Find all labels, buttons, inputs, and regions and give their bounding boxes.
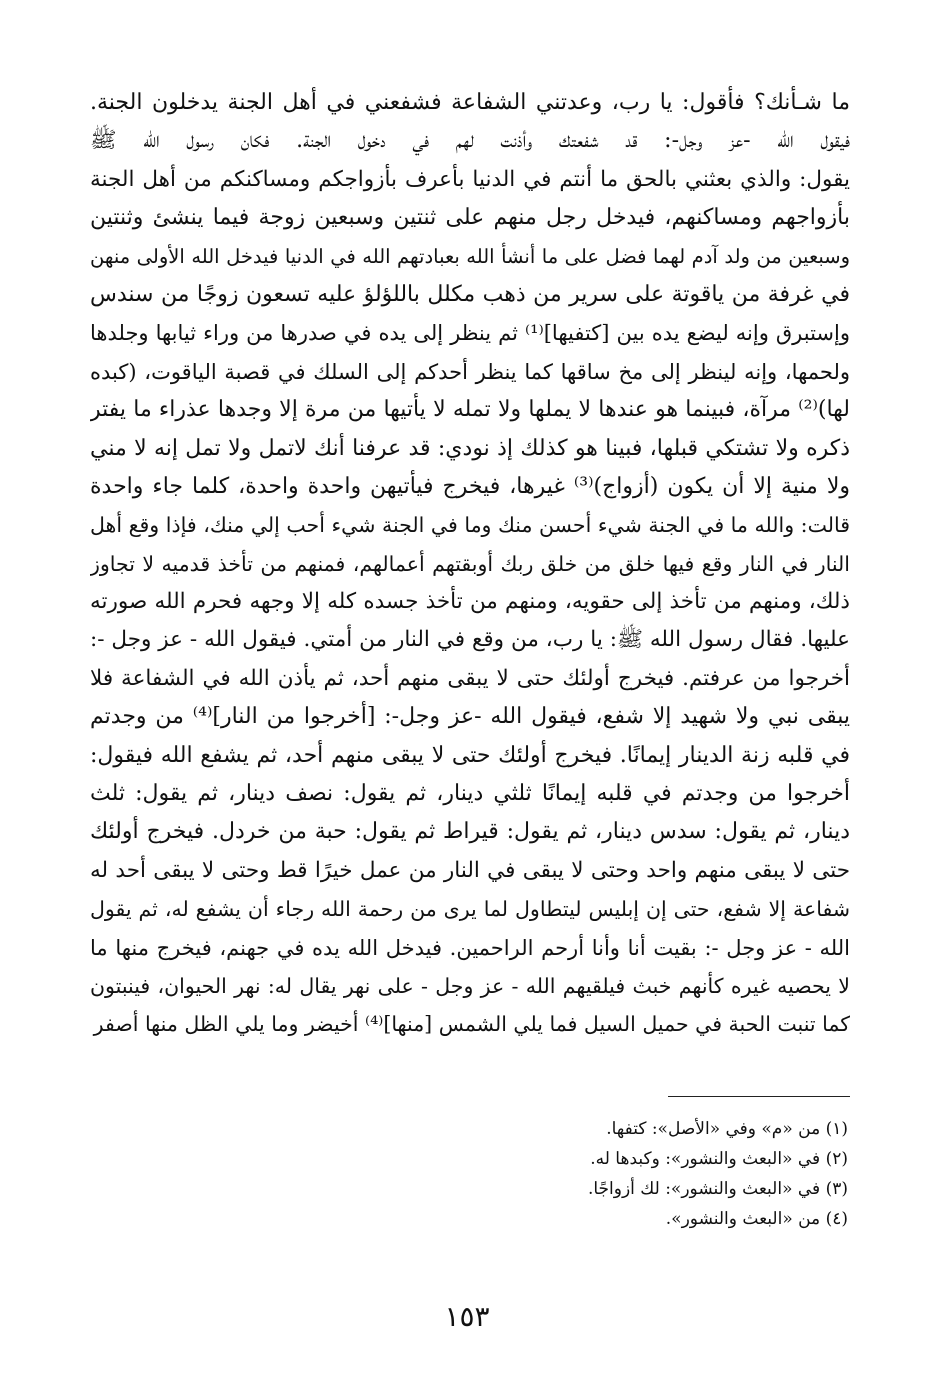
text-line: بأزواجهم ومساكنهم، فيدخل رجل منهم على ثنتين وسبعين زوجة فيما ينشئ وثنتين [90, 205, 850, 231]
main-text [90, 84, 850, 1044]
text-line: أخرجوا من وجدتم في قلبه إيمانًا ثلثي دينار، ثم يقول: نصف دينار، ثم يقول: ثلث [90, 781, 850, 807]
text-line: في غرفة من ياقوتة على سرير من ذهب مكلل باللؤلؤ عليه تسعون زوجًا من سندس [90, 281, 850, 307]
text-line: ولحمها، وإنه لينظر إلى مخ ساقها كما ينظر أحدكم إلى السلك في قصبة الياقوت، (كبده [90, 359, 850, 384]
text-line: قالت: والله ما في الجنة شيء أحسن منك وما في الجنة شيء أحب إلي منك، فإذا وقع أهل [90, 513, 850, 538]
footnote: (٢) في «البعث والنشور»: وكبدها له. [590, 1149, 848, 1169]
text-line: النار في النار وقع فيها خلق من خلق ربك أوبقتهم أعمالهم، فمنهم من تأخذ قدميه لا تجاوز [90, 551, 850, 576]
text-line: الله - عز وجل -: بقيت أنا وأنا أرحم الراحمين. فيدخل الله يده في جهنم، فيخرج منها ما [90, 935, 850, 960]
text-line: ما شـأنك؟ فأقول: يا رب، وعدتني الشفاعة فشفعني في أهل الجنة يدخلون الجنة. [90, 90, 850, 115]
text-line: عليها. فقال رسول الله ﷺ: يا رب، من وقع في النار من أمتي. فيقول الله - عز وجل -: [90, 627, 850, 653]
text-line: ولا منية إلا أن يكون (أزواج)⁽³⁾ غيرها، فيخرج فيأتيهن واحدة واحدة، كلما جاء واحدة [90, 473, 850, 499]
text-line: وإستبرق وإنه ليضع يده بين [كتفيها]⁽¹⁾ ثم ينظر إلى يده في صدرها من وراء ثيابها وجلدها [90, 321, 850, 346]
footnote: (٣) في «البعث والنشور»: لك أزواجًا. [587, 1179, 848, 1199]
text-line: ذلك، ومنهم من تأخذ إلى حقويه، ومنهم من تأخذ جسده كله إلا وجهه فحرم الله صورته [90, 589, 850, 615]
footnote: (٤) من «البعث والنشور». [665, 1209, 848, 1229]
footnote-separator [668, 1096, 850, 1097]
text-line: ذكره ولا تشتكي قبلها، فبينا هو كذلك إذ نودي: قد عرفنا أنك لاتمل ولا تمل إنه لا مني [90, 435, 850, 461]
text-line: حتى لا يبقى منهم واحد وحتى لا يبقى في النار من عمل خيرًا قط وحتى لا يبقى أحد له [90, 857, 850, 883]
text-line: دينار، ثم يقول: سدس دينار، ثم يقول: قيراط ثم يقول: حبة من خردل. فيخرج أولئك [90, 819, 850, 845]
text-line: لا يحصيه غيره كأنهم خبث فيلقيهم الله - عز وجل - على نهر يقال له: نهر الحيوان، فينبتون [90, 973, 850, 998]
text-line: أخرجوا من عرفتم. فيخرج أولئك حتى لا يبقى منهم أحد، ثم يأذن الله في الشفاعة فلا [90, 665, 850, 691]
footnotes [300, 1114, 848, 1234]
text-line: يبقى نبي ولا شهيد إلا شفع، فيقول الله -عز وجل-: [أخرجوا من النار]⁽⁴⁾ من وجدتم [90, 704, 850, 730]
text-line: كما تنبت الحبة في حميل السيل فما يلي الشمس [منها]⁽⁴⁾ أخيضر وما يلي الظل منها أصفر [93, 1012, 850, 1037]
text-line: شفاعة إلا شفع، حتى إن إبليس ليتطاول لما يرى من رحمة الله رجاء أن يشفع له، ثم يقول [90, 897, 850, 922]
text-line: وسبعين من ولد آدم لهما فضل على ما أنشأ الله بعبادتهم الله في الدنيا فيدخل الله الأولى منهن [90, 244, 850, 268]
text-line: لها)⁽²⁾ مرآة، فبينما هو عندها لا يملها ولا تمله لا يأتيها من مرة إلا وجدها عذراء ما يفتر [90, 397, 850, 423]
text-line: يقول: والذي بعثني بالحق ما أنتم في الدنيا بأعرف بأزواجكم ومساكنكم من أهل الجنة [90, 166, 850, 192]
page-number: ١٥٣ [444, 1300, 490, 1333]
text-line: في قلبه زنة الدينار إيمانًا. فيخرج أولئك حتى لا يبقى منهم أحد، ثم يشفع الله فيقول: [90, 742, 850, 768]
footnote: (١) من «م» وفي «الأصل»: كتفها. [606, 1119, 848, 1139]
text-line: فيقول الله -عز وجل-: قد شفعتك وأذنت لهم في دخول الجنة. فكان رسول الله ﷺ [90, 128, 850, 154]
